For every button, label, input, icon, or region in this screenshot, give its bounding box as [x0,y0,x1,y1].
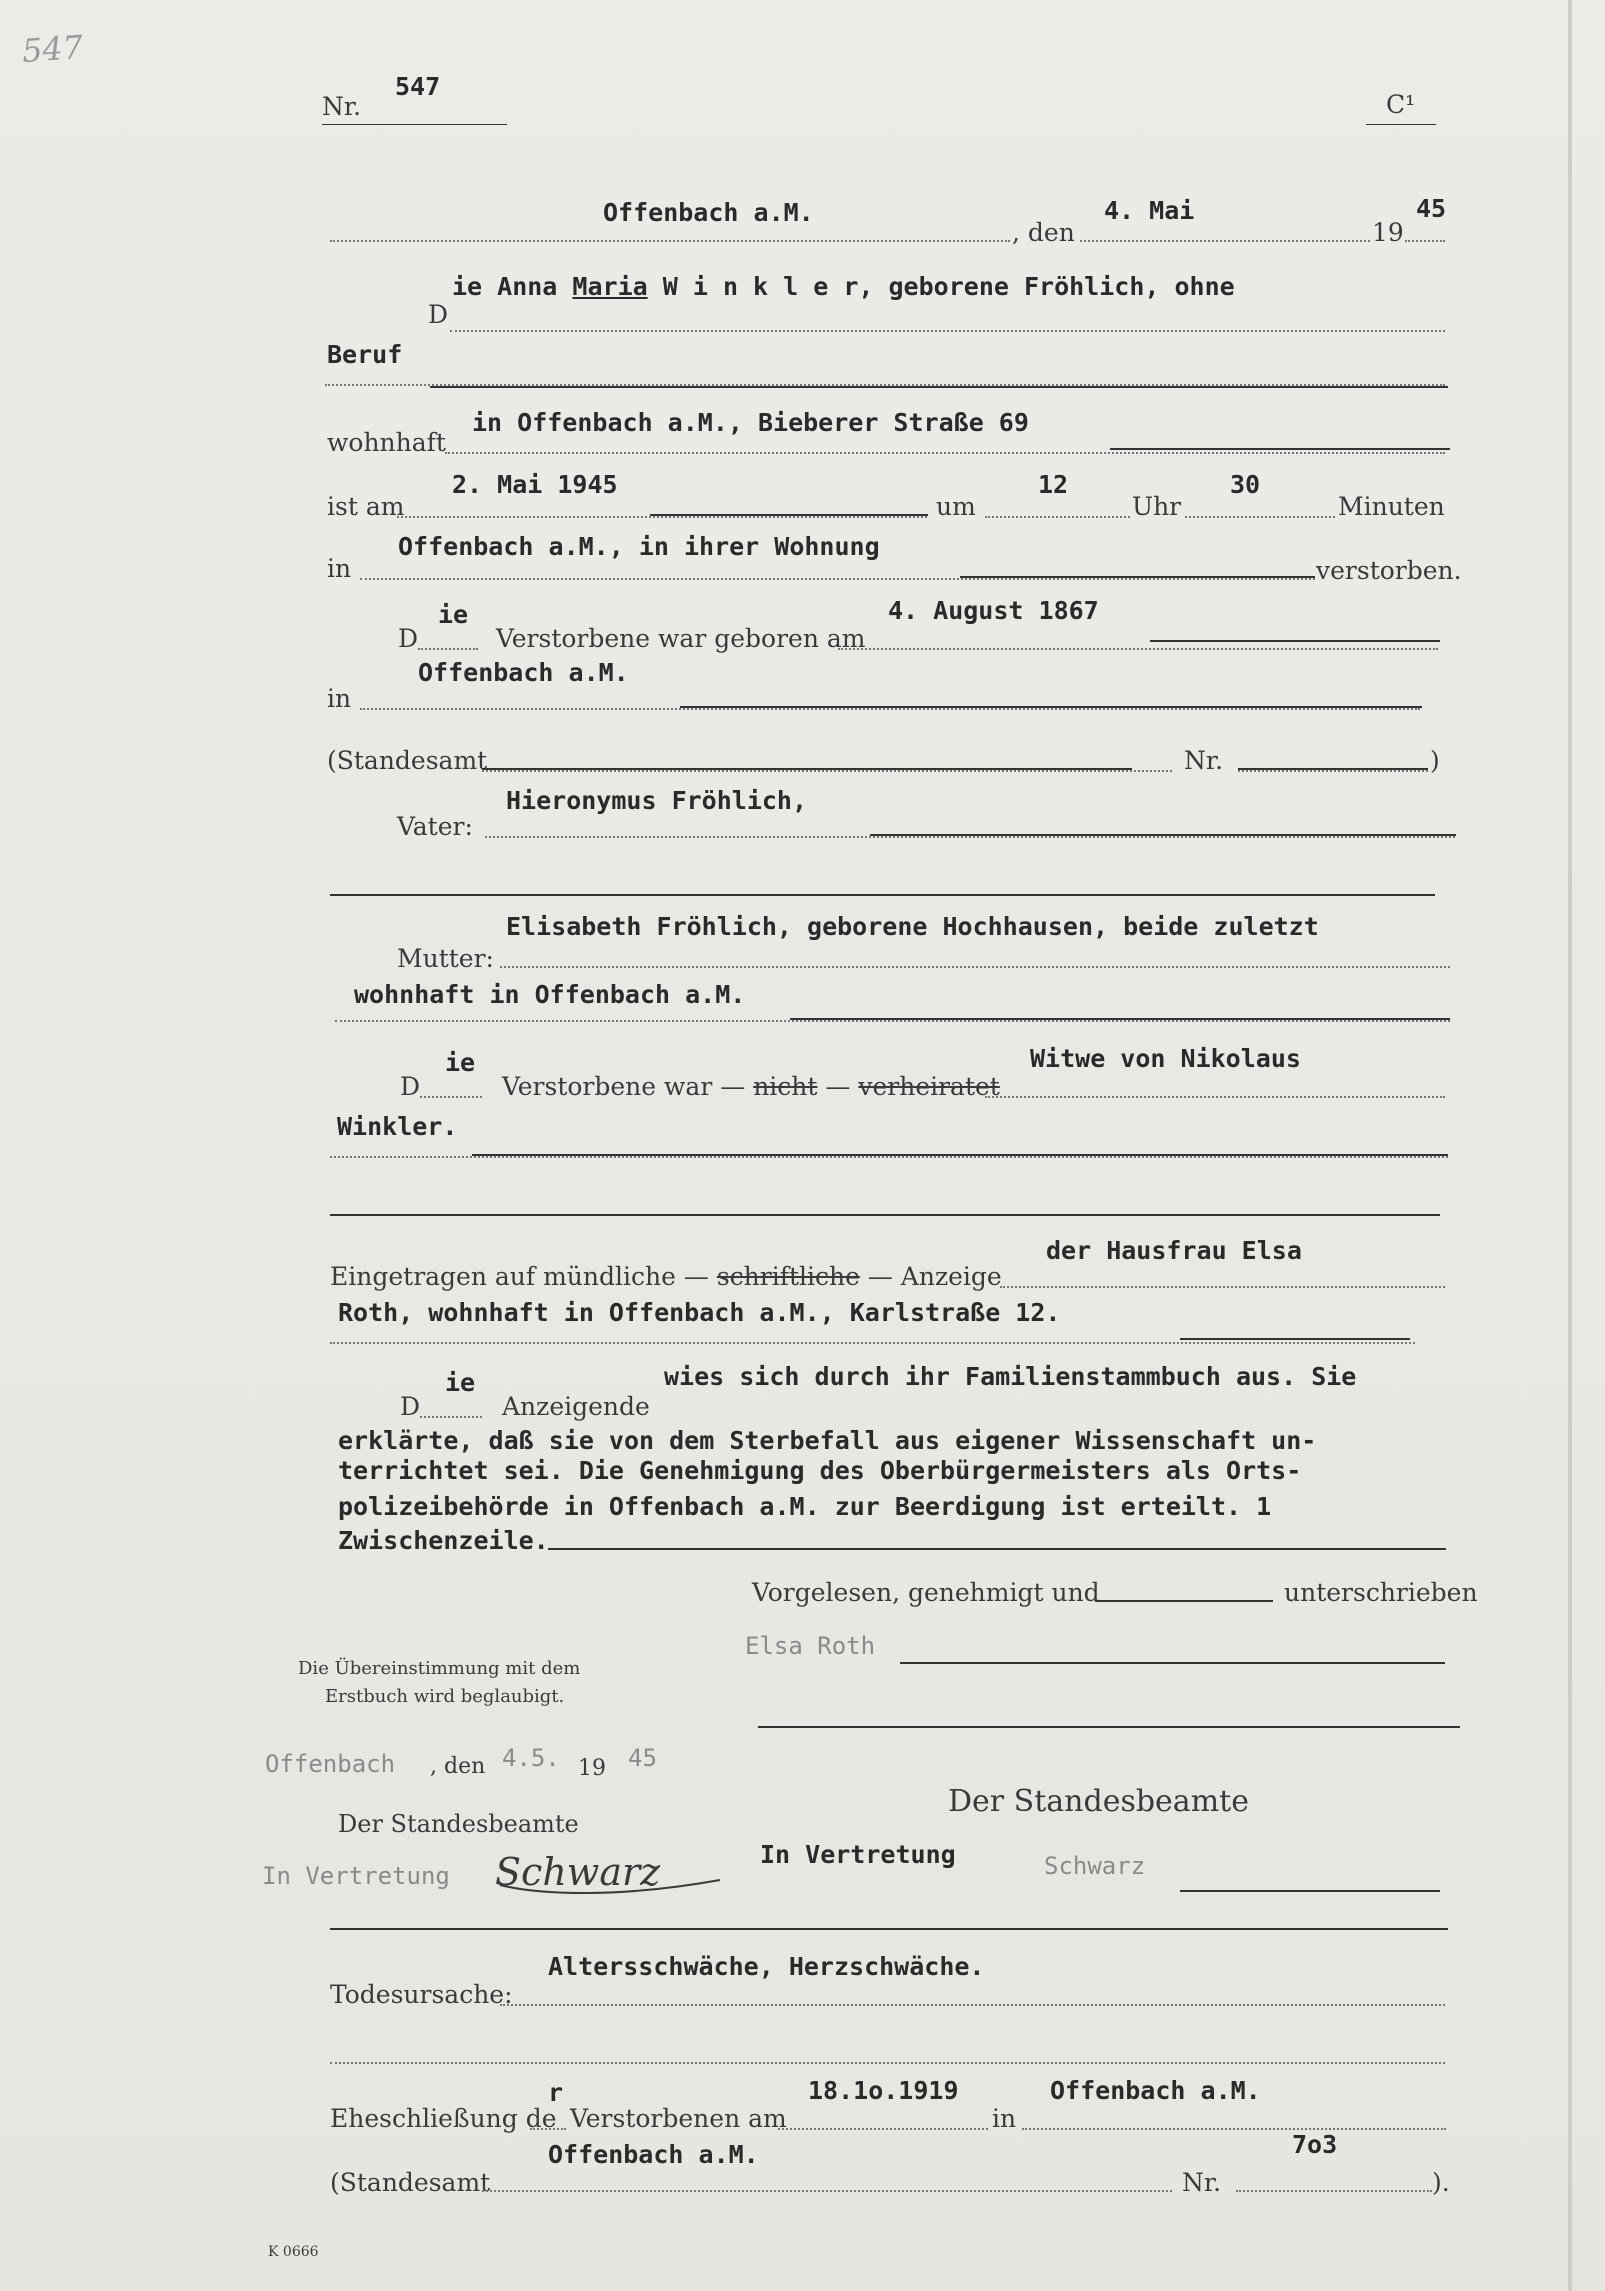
hour-dotline [985,516,1130,518]
death-place-dotline [360,578,1315,580]
nr-underline [322,124,507,125]
informant-rule [548,1548,1446,1550]
marriage-in-label: in [992,2104,1017,2133]
margin-note: 547 [20,27,85,71]
birth-d-suffix: ie [438,600,469,629]
nr-label: Nr. [322,92,362,121]
birth-standesamt-dotline [482,770,1172,772]
um-label: um [936,492,976,521]
certification-line2: Erstbuch wird beglaubigt. [325,1686,565,1707]
wohnhaft-dotline [445,452,1445,454]
birth-nr-label: Nr. [1184,746,1224,775]
marital-extra-rule [330,1214,1440,1216]
marriage-label2: Verstorbenen am [570,2104,787,2133]
father-extra-rule [330,894,1435,896]
father-dotline [485,836,1455,838]
informant-d-prefix: D [400,1392,421,1421]
mother2-dotline [335,1020,1450,1022]
mother-label: Mutter: [397,944,494,973]
informant-label: Anzeigende [502,1392,650,1421]
place-dotline [330,240,1010,242]
father-rule [870,834,1456,836]
verstorben-label: verstorben. [1316,556,1462,585]
birth-date: 4. August 1867 [888,596,1099,625]
marital-d-suffix: ie [445,1048,476,1077]
birth-standesamt-label: (Standesamt [327,746,488,775]
marriage-nr-label: Nr. [1182,2168,1222,2197]
wohnhaft-label: wohnhaft [327,428,446,457]
registration-value: der Hausfrau Elsa [1046,1236,1302,1265]
mother-value: Elisabeth Fröhlich, geborene Hochhausen, beide zuletzt [506,912,1319,941]
death-place-rule [960,576,1315,578]
cause-dotline [500,2004,1445,2006]
wohnhaft-rule [1110,448,1450,450]
official-title: Der Standesbeamte [948,1784,1249,1819]
informant-text1: wies sich durch ihr Familienstammbuch aus. Sie [664,1362,1357,1391]
birth-d-prefix: D [398,624,419,653]
marriage-date-dotline [778,2128,988,2130]
birth-place-dotline [360,708,1420,710]
document-date: 4. Mai [1104,196,1195,225]
cause2-dotline [330,2062,1445,2064]
marriage-standesamt-dotline [482,2190,1172,2192]
mother-value2: wohnhaft in Offenbach a.M. [354,980,746,1009]
death-hour: 12 [1038,470,1069,499]
birth-place: Offenbach a.M. [418,658,629,687]
record-number: 547 [395,72,441,101]
birth-nr-dotline [1238,770,1428,772]
ist-am-label: ist am [327,492,405,521]
registration2-rule [1180,1338,1410,1340]
form-code-underline [1366,124,1436,125]
informant-signature: Elsa Roth [745,1632,876,1660]
marriage-standesamt-label: (Standesamt [330,2168,491,2197]
marriage-date: 18.1o.1919 [808,2076,959,2105]
document-place: Offenbach a.M. [603,198,814,227]
certification-place: Offenbach [265,1750,396,1778]
certification-rule [330,1928,1448,1930]
marriage-suffix: r [548,2078,564,2107]
wohnhaft-value: in Offenbach a.M., Bieberer Straße 69 [472,408,1029,437]
year-suffix: 45 [1416,194,1447,223]
informant-text4: polizeibehörde in Offenbach a.M. zur Beerdigung ist erteilt. 1 [338,1492,1272,1521]
marital-d-dotline [420,1096,482,1098]
certification-line1: Die Übereinstimmung mit dem [298,1658,581,1679]
minuten-label: Minuten [1338,492,1445,521]
marriage-standesamt-value: Offenbach a.M. [548,2140,759,2169]
birth-date-dotline [838,648,1438,650]
marital-value2: Winkler. [337,1112,458,1141]
mother2-rule [790,1018,1450,1020]
birth-date-rule [1150,640,1440,642]
date-dotline [1080,240,1370,242]
birth-label: Verstorbene war geboren am [496,624,866,653]
marital2-rule [472,1154,1448,1156]
marriage-de-dotline [530,2128,566,2130]
certification-signature: Schwarz [495,1850,661,1894]
death-date-rule [650,514,928,516]
deceased-name-line: ie Anna Maria W i n k l e r, geborene Fröhlich, ohne [452,272,1235,301]
birth-standesamt-rule [482,768,1132,770]
certification-in-vertretung: In Vertretung [262,1862,450,1890]
informant-d-dotline [420,1416,482,1418]
death-minute: 30 [1230,470,1261,499]
uhr-label: Uhr [1132,492,1182,521]
cause-value: Altersschwäche, Herzschwäche. [548,1952,985,1981]
year-prefix: 19 [1372,218,1404,247]
informant-d-suffix: ie [445,1368,476,1397]
vorgelesen-label: Vorgelesen, genehmigt und [752,1578,1100,1607]
marriage-nr-value: 7o3 [1292,2130,1338,2159]
marital-label: Verstorbene war — nicht — verheiratet [502,1072,1000,1101]
marriage-place-dotline [1022,2128,1446,2130]
vorgelesen-rule [1095,1600,1273,1602]
certification-date: 4.5. [502,1744,560,1772]
name2-rule [430,386,1448,388]
birth-close: ) [1430,746,1440,775]
marital-dotline [985,1096,1445,1098]
den-label: , den [1012,218,1075,247]
father-value: Hieronymus Fröhlich, [506,786,808,815]
registration-dotline [1000,1286,1445,1288]
marriage-place: Offenbach a.M. [1050,2076,1261,2105]
registration-label: Eingetragen auf mündliche — schriftliche — Anzeige [330,1262,1002,1291]
official-name-rule [1180,1890,1440,1892]
year-dotline [1405,240,1445,242]
unterschrieben-label: unterschrieben [1284,1578,1478,1607]
registration2-dotline [330,1342,1415,1344]
footer-code: K 0666 [268,2244,319,2260]
deceased-d-prefix: D [428,300,449,329]
official-name: Schwarz [1044,1852,1146,1880]
marriage-label: Eheschließung de [330,2104,557,2133]
registration-value2: Roth, wohnhaft in Offenbach a.M., Karlstraße 12. [338,1298,1061,1327]
informant-signature-rule [900,1662,1445,1664]
name-dotline [450,330,1445,332]
cause-label: Todesursache: [330,1980,513,2009]
signature-extra-rule [758,1726,1460,1728]
certification-title: Der Standesbeamte [338,1810,579,1838]
father-label: Vater: [397,812,473,841]
certification-year-suffix: 45 [628,1744,657,1772]
birth-in-label: in [327,684,352,713]
page-fold-shadow [1568,0,1572,2291]
informant-text2: erklärte, daß sie von dem Sterbefall aus eigener Wissenschaft un- [338,1426,1317,1455]
deceased-line2: Beruf [327,340,403,369]
informant-text3: terrichtet sei. Die Genehmigung des Oberbürgermeisters als Orts- [338,1456,1302,1485]
death-place: Offenbach a.M., in ihrer Wohnung [398,532,880,561]
certification-year-prefix: 19 [578,1756,606,1781]
marital2-dotline [330,1156,1448,1158]
marital-d-prefix: D [400,1072,421,1101]
marriage-close: ). [1432,2168,1450,2197]
form-code: C¹ [1386,90,1416,119]
certification-den-label: , den [430,1754,486,1779]
death-in-label: in [327,554,352,583]
mother-dotline [500,966,1450,968]
birth-place-rule [680,706,1422,708]
death-date-dotline [397,516,927,518]
signature-flourish-icon [480,1840,740,1910]
birth-d-dotline [418,648,478,650]
death-date: 2. Mai 1945 [452,470,618,499]
informant-text5: Zwischenzeile. [338,1526,549,1555]
official-in-vertretung: In Vertretung [760,1840,956,1869]
minute-dotline [1185,516,1335,518]
marriage-nr-dotline [1236,2190,1432,2192]
birth-nr-rule [1238,768,1428,770]
marital-value: Witwe von Nikolaus [1030,1044,1301,1073]
